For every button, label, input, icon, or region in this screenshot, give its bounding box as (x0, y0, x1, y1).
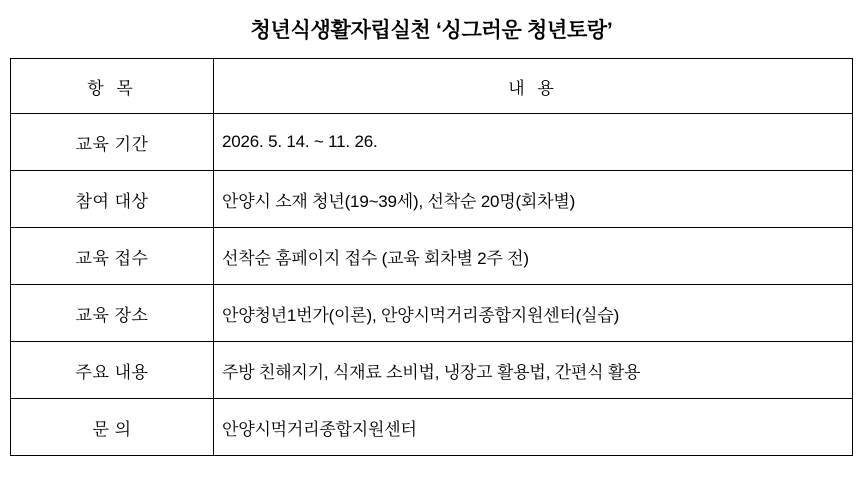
table-row (11, 399, 853, 456)
row-label-participants: 참여 대상 (11, 171, 214, 228)
row-value-contact: 안양시먹거리종합지원센터 (214, 399, 853, 456)
column-header-label: 항 목 (11, 59, 214, 114)
row-label-location: 교육 장소 (11, 285, 214, 342)
page-title: 청년식생활자립실천 ‘싱그러운 청년토랑’ (250, 19, 613, 42)
row-value-participants: 안양시 소재 청년(19~39세), 선착순 20명(회차별) (214, 171, 853, 228)
table-row (11, 285, 853, 342)
row-label-education-period: 교육 기간 (11, 114, 214, 171)
row-label-registration: 교육 접수 (11, 228, 214, 285)
row-value-education-period: 2026. 5. 14. ~ 11. 26. (214, 114, 853, 171)
row-value-location: 안양청년1번가(이론), 안양시먹거리종합지원센터(실습) (214, 285, 853, 342)
row-label-contact: 문 의 (11, 399, 214, 456)
table-container (0, 58, 863, 456)
table-row (11, 171, 853, 228)
table-row (11, 114, 853, 171)
table-row (11, 228, 853, 285)
column-header-value: 내 용 (214, 59, 853, 114)
program-info-table (10, 58, 853, 456)
row-value-main-content: 주방 친해지기, 식재료 소비법, 냉장고 활용법, 간편식 활용 (214, 342, 853, 399)
table-header-row (11, 59, 853, 114)
table-row (11, 342, 853, 399)
row-label-main-content: 주요 내용 (11, 342, 214, 399)
row-value-registration: 선착순 홈페이지 접수 (교육 회차별 2주 전) (214, 228, 853, 285)
